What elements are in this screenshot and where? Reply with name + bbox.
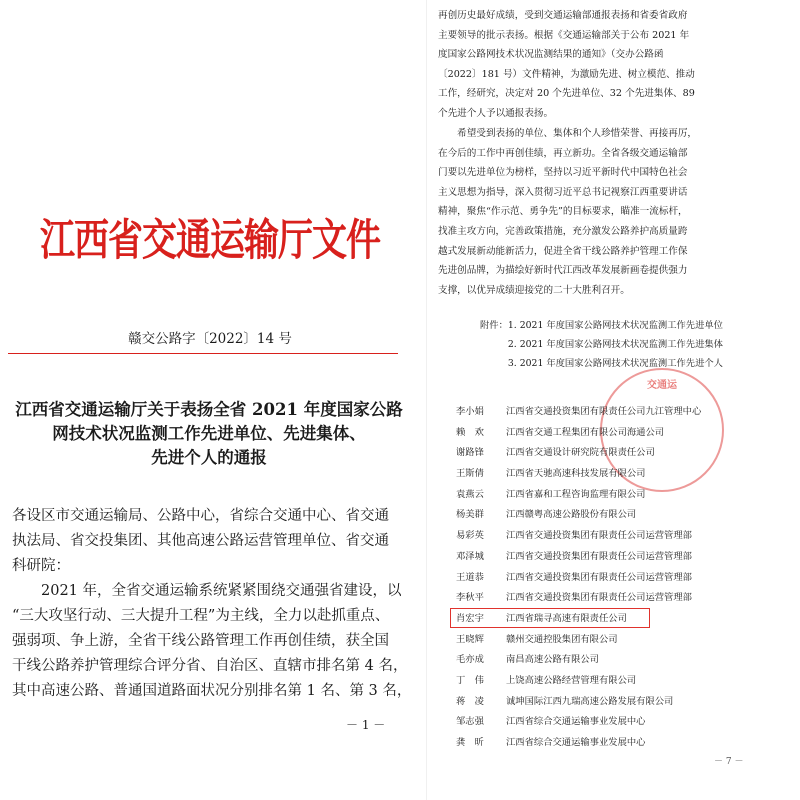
red-divider [8, 353, 398, 354]
person-name: 丁 伟 [456, 674, 484, 686]
page-gutter [426, 0, 427, 800]
body-text [12, 504, 410, 704]
title-line: 网技术状况监测工作先进单位、先进集体、 [52, 424, 366, 443]
list-item [456, 526, 701, 547]
people-list [456, 402, 701, 754]
person-name: 李秋平 [456, 592, 484, 604]
person-name: 龚 昕 [456, 737, 484, 748]
highlight-box [450, 608, 650, 628]
list-item [456, 464, 701, 485]
list-item [456, 423, 701, 444]
person-org: 江西省交通投资集团有限责任公司九江管理中心 [506, 406, 702, 417]
document-title [4, 398, 414, 470]
page-number: － 1 － [346, 718, 386, 732]
list-item [456, 692, 701, 713]
body-line: 执法局、省交投集团、其他高速公路运营管理单位、省交通 [12, 533, 389, 549]
person-org: 江西省综合交通运输事业发展中心 [506, 737, 646, 748]
person-org: 江西省交通投资集团有限责任公司运营管理部 [506, 592, 692, 604]
attachment-item: 附件：1. 2021 年度国家公路网技术状况监测工作先进单位 [480, 320, 723, 331]
person-name: 谢路锋 [456, 447, 484, 459]
list-item [456, 650, 701, 671]
list-item [456, 630, 701, 651]
text-line: 支撑，以优异成绩迎接党的二十大胜利召开。 [438, 284, 630, 296]
person-name: 蒋 凌 [456, 695, 484, 707]
list-item [456, 733, 701, 754]
text-line: 主要领导的批示表扬。根据《交通运输部关于公布 2021 年 [438, 29, 690, 41]
person-name: 杨美群 [456, 509, 484, 521]
text-line: 门要以先进单位为榜样，坚持以习近平新时代中国特色社会 [438, 167, 688, 179]
person-name: 袁燕云 [456, 488, 484, 500]
person-name: 赖 欢 [456, 426, 484, 438]
title-line: 江西省交通运输厅关于表扬全省 2021 年度国家公路 [15, 400, 403, 419]
person-name: 毛亦成 [456, 654, 484, 666]
person-org: 江西省交通工程集团有限公司海通公司 [506, 426, 665, 438]
body-line: 2021 年，全省交通运输系统紧紧围绕交通强省建设，以 [12, 583, 402, 599]
person-name: 王斯倩 [456, 468, 484, 480]
text-line: 找准主攻方向，完善政策措施，充分激发公路养护高质量跨 [438, 225, 688, 237]
text-line: 〔2022〕181 号）文件精神，为激励先进、树立模范、推动 [438, 68, 695, 80]
attachment-item: 3. 2021 年度国家公路网技术状况监测工作先进个人 [480, 358, 723, 369]
list-item [456, 505, 701, 526]
text-line: 精神，聚焦“作示范、勇争先”的目标要求，瞄准一流标杆， [438, 206, 688, 218]
text-line: 度国家公路网技术状况监测结果的通知》（交办公路函 [438, 49, 664, 61]
attachments [480, 316, 723, 373]
body-line: “三大攻坚行动、三大提升工程”为主线，全力以赴抓重点、 [12, 608, 390, 624]
text-line: 主义思想为指导，深入贯彻习近平总书记视察江西重要讲话 [438, 186, 688, 198]
body-line: 其中高速公路、普通国道路面状况分别排名第 1 名、第 3 名， [12, 683, 412, 699]
person-org: 诚坤国际江西九瑞高速公路发展有限公司 [506, 695, 674, 707]
page-number: － 7 － [714, 757, 744, 767]
list-item [456, 402, 701, 423]
person-name: 王晓辉 [456, 633, 484, 645]
text-line: 希望受到表扬的单位、集体和个人珍惜荣誉、再接再厉， [438, 128, 698, 139]
person-org: 江西省交通投资集团有限责任公司运营管理部 [506, 550, 692, 562]
list-item [456, 443, 701, 464]
body-line: 强弱项、争上游，全省干线公路管理工作再创佳绩，获全国 [12, 633, 389, 649]
text-line: 越式发展新动能新活力，促进全省干线公路养护管理工作保 [438, 245, 688, 257]
person-name: 肖宏宇 [456, 612, 484, 624]
person-org: 江西赣粤高速公路股份有限公司 [506, 509, 637, 521]
list-item [456, 712, 701, 733]
person-org: 江西省瑞寻高速有限责任公司 [506, 612, 627, 624]
person-org: 江西省交通投资集团有限责任公司运营管理部 [506, 571, 692, 583]
text-line: 个先进个人予以通报表扬。 [438, 107, 554, 119]
doc-number: 赣交公路字〔2022〕14 号 [128, 331, 292, 347]
person-org: 江西省天驰高速科技发展有限公司 [506, 468, 646, 480]
text-line: 工作，经研究，决定对 20 个先进单位、32 个先进集体、89 [438, 88, 695, 100]
list-item [456, 568, 701, 589]
attachment-item: 2. 2021 年度国家公路网技术状况监测工作先进集体 [480, 339, 723, 350]
person-name: 邓泽城 [456, 550, 484, 562]
body-line: 干线公路养护管理综合评分省、自治区、直辖市排名第 4 名， [12, 658, 408, 674]
text-line: 再创历史最好成绩，受到交通运输部通报表扬和省委省政府 [438, 10, 688, 21]
list-item [456, 485, 701, 506]
list-item [456, 588, 701, 609]
text-line: 先进创品牌，为描绘好新时代江西改革发展新画卷提供强力 [438, 265, 688, 277]
person-org: 南昌高速公路有限公司 [506, 654, 599, 666]
list-item [456, 547, 701, 568]
body-line: 各设区市交通运输局、公路中心，省综合交通中心、省交通 [12, 508, 389, 524]
right-page [432, 0, 800, 800]
title-line: 先进个人的通报 [151, 448, 267, 467]
person-org: 江西省交通设计研究院有限责任公司 [506, 447, 655, 459]
person-org: 江西省综合交通运输事业发展中心 [506, 716, 646, 728]
person-org: 江西省交通投资集团有限责任公司运营管理部 [506, 530, 692, 542]
seal-text: 交通运 [647, 380, 677, 391]
paragraph-2 [438, 124, 788, 300]
person-name: 李小娟 [456, 406, 484, 417]
person-org: 赣州交通控股集团有限公司 [506, 633, 618, 645]
person-name: 王道恭 [456, 571, 484, 583]
person-org: 江西省嘉和工程咨询监理有限公司 [506, 488, 646, 500]
list-item [456, 671, 701, 692]
person-name: 邹志强 [456, 716, 484, 728]
masthead: 江西省交通运输厅文件 [40, 216, 381, 266]
paragraph-1 [438, 6, 788, 124]
person-org: 上饶高速公路经营管理有限公司 [506, 674, 637, 686]
text-line: 在今后的工作中再创佳绩，再立新功。全省各级交通运输部 [438, 147, 688, 159]
body-line: 科研院： [12, 558, 70, 574]
person-name: 易彩英 [456, 530, 484, 542]
